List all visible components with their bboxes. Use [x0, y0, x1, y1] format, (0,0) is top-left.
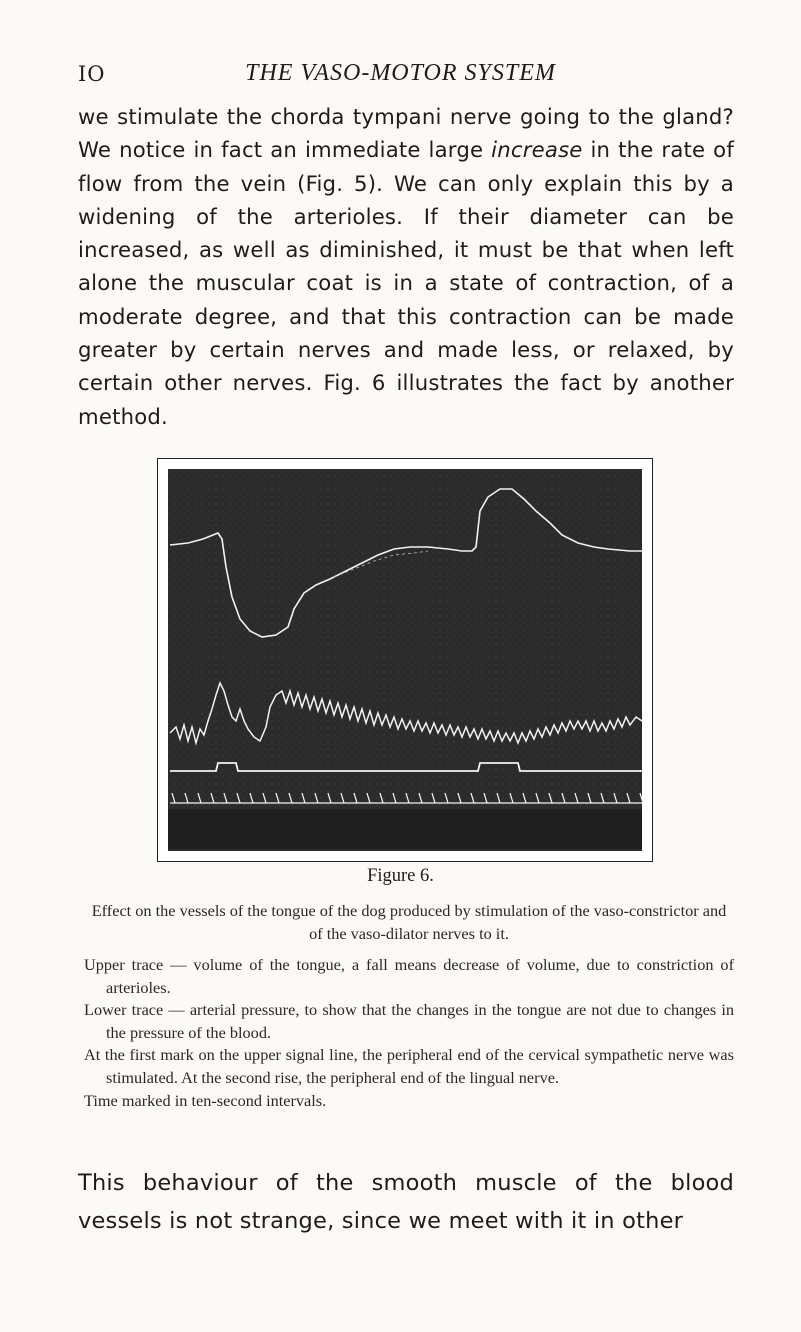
emphasis-word: increase	[491, 137, 583, 163]
kymograph-trace-image	[158, 459, 652, 861]
figure-legend-intro	[84, 900, 734, 945]
paragraph-text-start: we stimulate the chorda tympani nerve going to the gland? We notice in fact an immediate large	[78, 104, 734, 163]
legend-item-time: Time marked in ten-second intervals.	[84, 1090, 327, 1110]
body-paragraph-1	[78, 100, 734, 433]
paragraph-text-end: in the rate of flow from the vein (Fig. 5). We can only explain this by a widening of the arterioles. If their diameter can be increased, as well as diminished, it must be that when left alone the muscular coat is in a state of contraction, of a moderate degree, and that this contraction can be made greater by certain nerves and made less, or relaxed, by certain other nerves. Fig. 6 illustrates the fact by another method.	[78, 137, 734, 429]
legend-item-signal: At the first mark on the upper signal line, the peripheral end of the cervical sympathetic nerve was stimulated. At the second rise, the peripheral end of the lingual nerve.	[84, 1045, 734, 1087]
figure-legend-list	[84, 954, 734, 1112]
running-title: THE VASO-MOTOR SYSTEM	[245, 60, 556, 86]
body-paragraph-2: This behaviour of the smooth muscle of the blood vessels is not strange, since we meet with it in other	[78, 1170, 734, 1234]
kymograph-figure	[157, 458, 653, 862]
legend-intro-text: Effect on the vessels of the tongue of the dog produced by stimulation of the vaso-constrictor and of the vaso-dilator nerves to it.	[91, 901, 727, 943]
page-number: IO	[78, 62, 106, 86]
figure-caption: Figure 6.	[367, 866, 434, 886]
legend-item-upper-trace: Upper trace — volume of the tongue, a fall means decrease of volume, due to constriction of arterioles.	[84, 955, 734, 997]
legend-item-lower-trace: Lower trace — arterial pressure, to show that the changes in the tongue are not due to changes in the pressure of the blood.	[84, 1000, 734, 1042]
